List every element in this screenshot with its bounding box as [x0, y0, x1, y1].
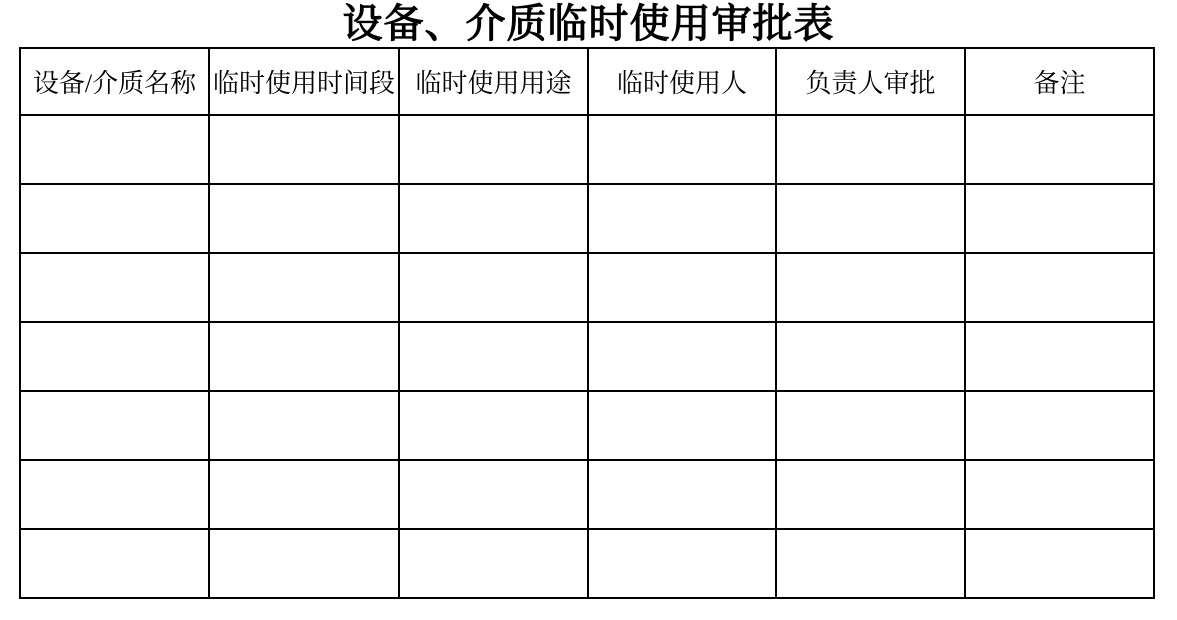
table-cell[interactable] [776, 460, 965, 529]
table-cell[interactable] [965, 322, 1154, 391]
column-header-device-media-name: 设备/介质名称 [20, 48, 209, 115]
table-cell[interactable] [965, 253, 1154, 322]
table-cell[interactable] [399, 253, 588, 322]
column-header-remarks: 备注 [965, 48, 1154, 115]
table-cell[interactable] [965, 184, 1154, 253]
table-cell[interactable] [209, 253, 399, 322]
table-cell[interactable] [209, 115, 399, 184]
table-header [20, 48, 1154, 115]
table-cell[interactable] [965, 391, 1154, 460]
table-cell[interactable] [209, 391, 399, 460]
table-cell[interactable] [20, 529, 209, 598]
table-cell[interactable] [776, 322, 965, 391]
document-title: 设备、介质临时使用审批表 [342, 1, 835, 46]
table-cell[interactable] [588, 115, 776, 184]
table-cell[interactable] [588, 460, 776, 529]
table-cell[interactable] [399, 391, 588, 460]
table-cell[interactable] [209, 529, 399, 598]
table-row [20, 253, 1154, 322]
table-cell[interactable] [399, 322, 588, 391]
table-row [20, 391, 1154, 460]
column-header-temp-use-user: 临时使用人 [588, 48, 776, 115]
table-cell[interactable] [20, 115, 209, 184]
table-cell[interactable] [20, 460, 209, 529]
table-cell[interactable] [776, 253, 965, 322]
table-body [20, 115, 1154, 598]
table-cell[interactable] [776, 184, 965, 253]
table-cell[interactable] [399, 115, 588, 184]
table-cell[interactable] [588, 184, 776, 253]
table-cell[interactable] [399, 184, 588, 253]
table-cell[interactable] [209, 460, 399, 529]
table-cell[interactable] [588, 253, 776, 322]
table-cell[interactable] [20, 322, 209, 391]
header-row [20, 48, 1154, 115]
table-cell[interactable] [20, 184, 209, 253]
table-cell[interactable] [588, 529, 776, 598]
table-cell[interactable] [776, 115, 965, 184]
table-row [20, 184, 1154, 253]
table-cell[interactable] [209, 184, 399, 253]
table-row [20, 529, 1154, 598]
table-row [20, 322, 1154, 391]
table-cell[interactable] [20, 391, 209, 460]
table-row [20, 115, 1154, 184]
table-cell[interactable] [776, 529, 965, 598]
table-cell[interactable] [588, 391, 776, 460]
column-header-supervisor-approval: 负责人审批 [776, 48, 965, 115]
table-cell[interactable] [965, 460, 1154, 529]
table-cell[interactable] [965, 529, 1154, 598]
table-cell[interactable] [399, 460, 588, 529]
table-row [20, 460, 1154, 529]
approval-table [19, 47, 1155, 599]
table-cell[interactable] [209, 322, 399, 391]
table-cell[interactable] [965, 115, 1154, 184]
table-cell[interactable] [588, 322, 776, 391]
table-cell[interactable] [776, 391, 965, 460]
table-cell[interactable] [399, 529, 588, 598]
column-header-temp-use-purpose: 临时使用用途 [399, 48, 588, 115]
table-cell[interactable] [20, 253, 209, 322]
column-header-temp-use-period: 临时使用时间段 [209, 48, 399, 115]
